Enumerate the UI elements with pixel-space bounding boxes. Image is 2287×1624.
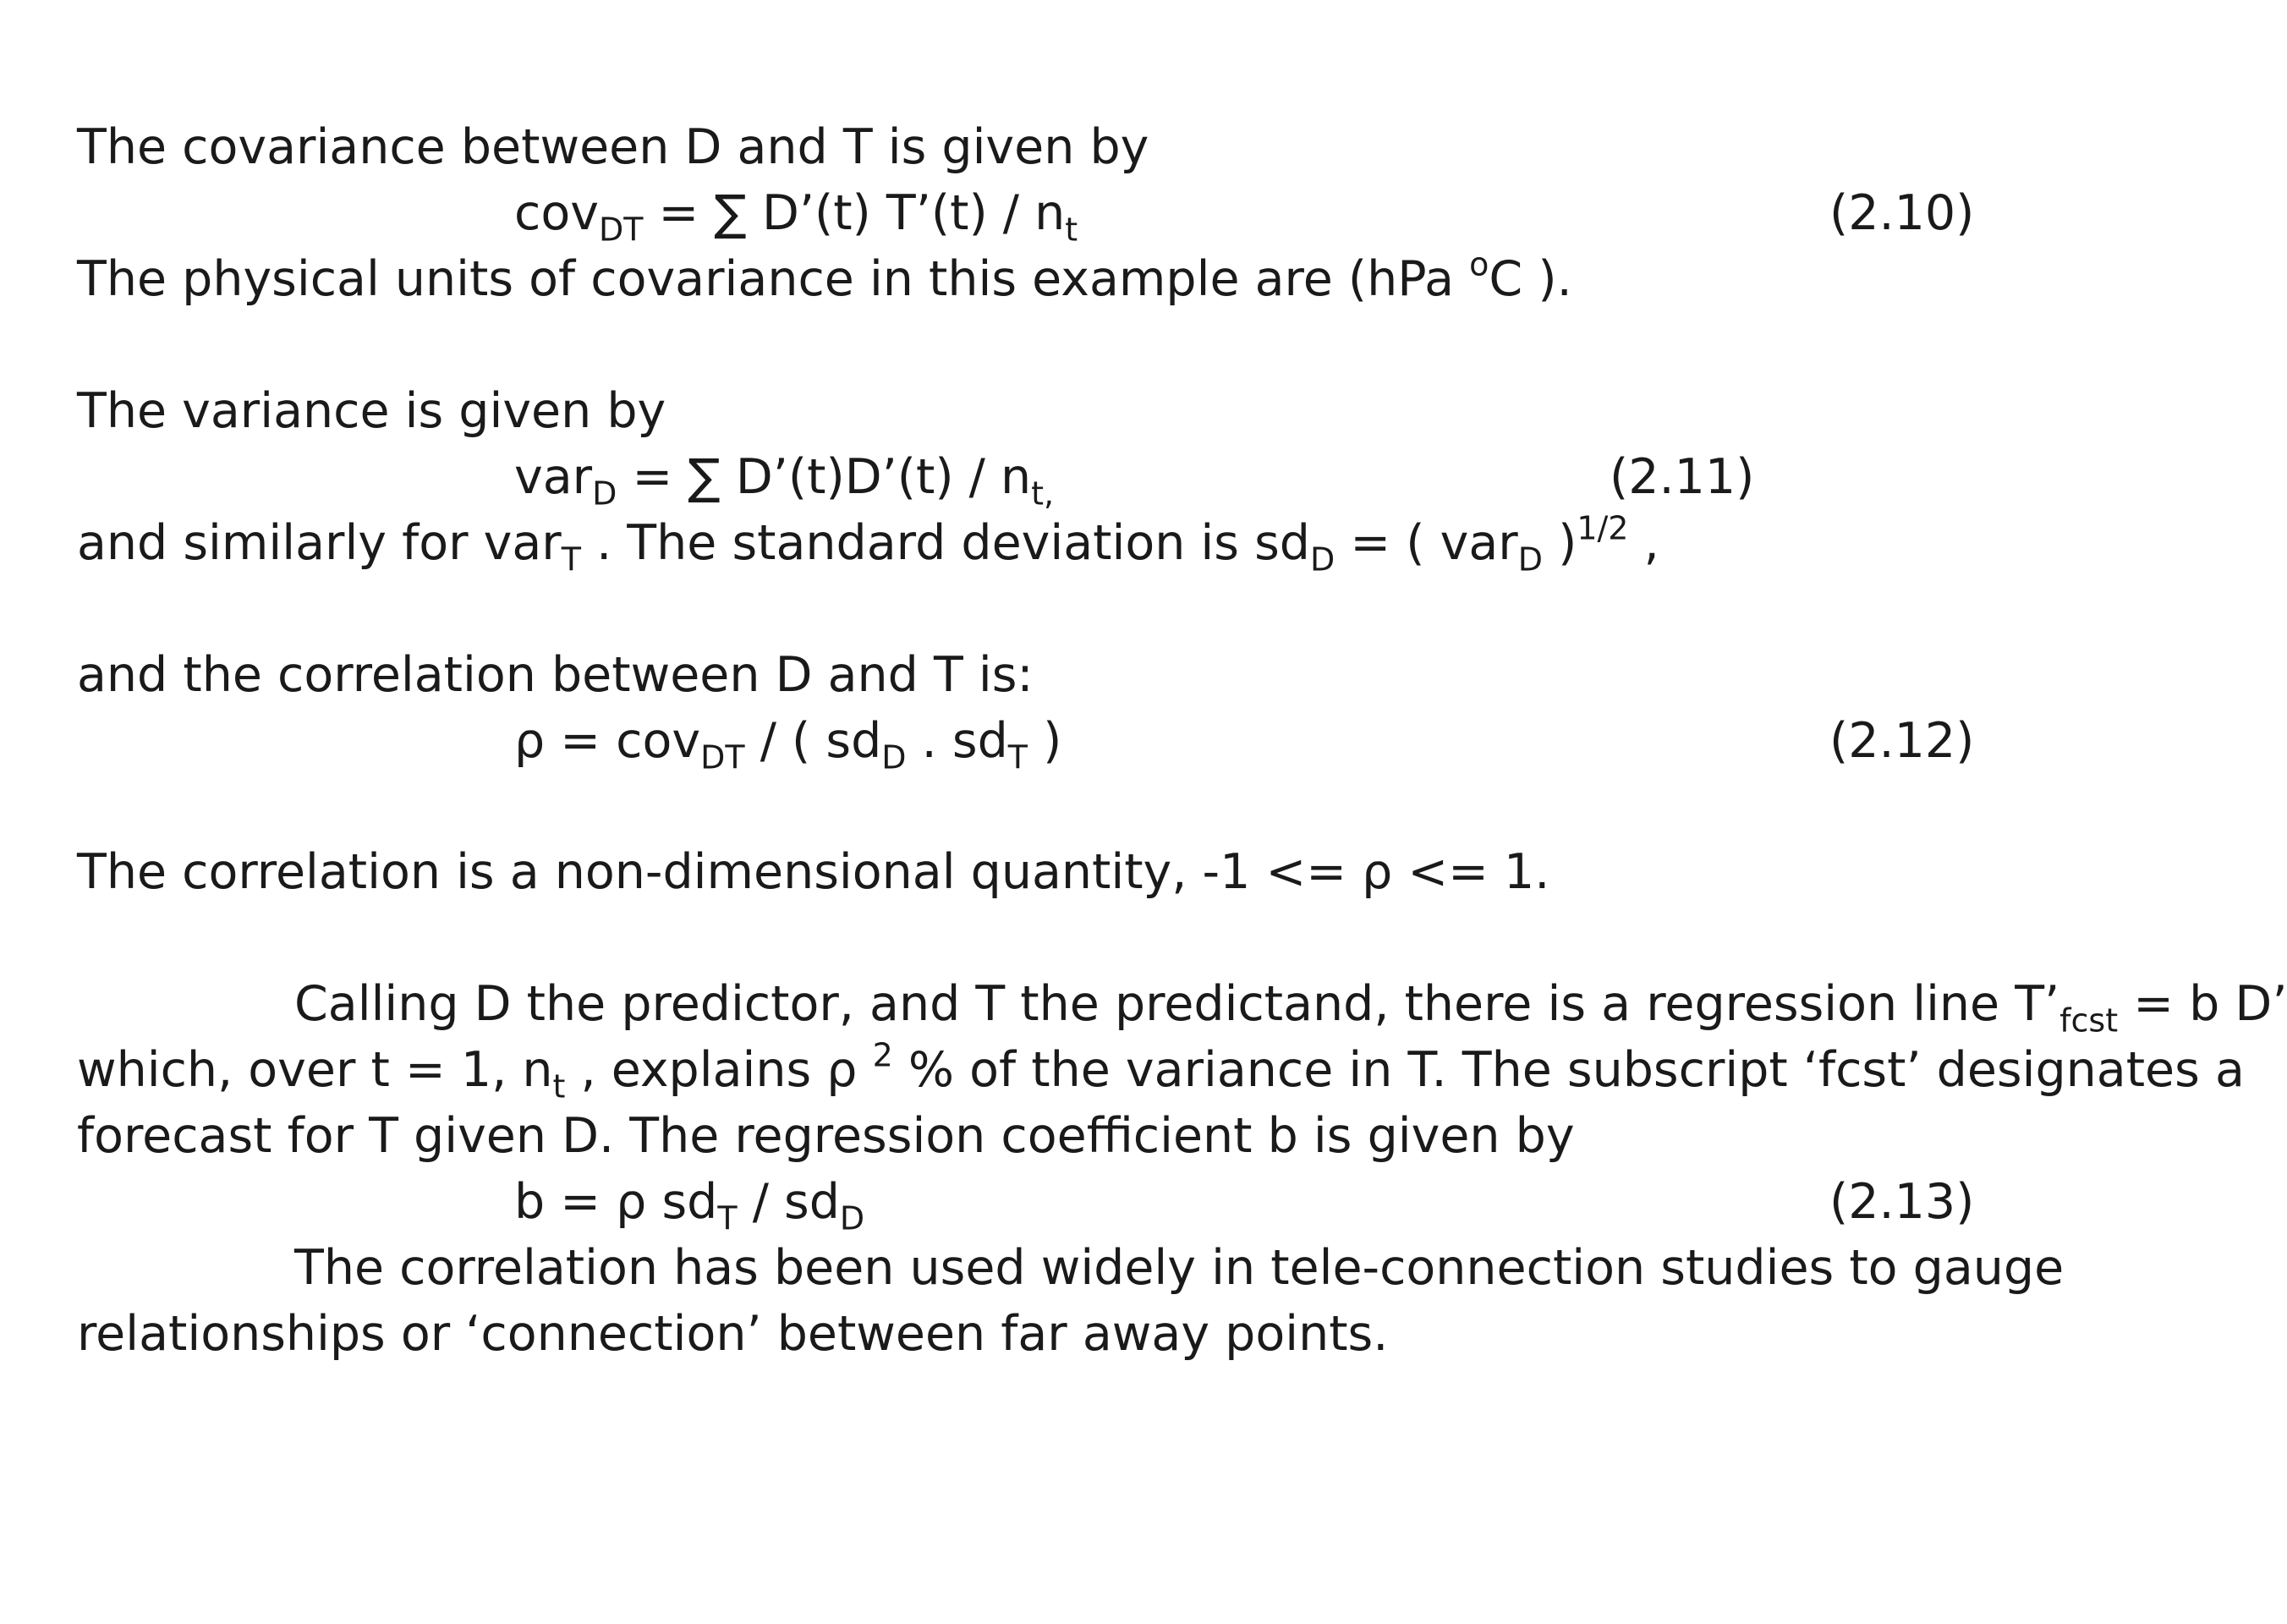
sd-sup: 1/2 bbox=[1577, 509, 1629, 547]
equation-number-2-12: (2.12) bbox=[1829, 713, 1975, 769]
variance-intro: The variance is given by bbox=[77, 383, 666, 439]
standard-deviation-line bbox=[77, 509, 1659, 579]
equation-2-12 bbox=[514, 713, 1062, 776]
reg-l1-sub: fcst bbox=[2059, 1001, 2119, 1040]
eq-2-10-prefix: cov bbox=[514, 185, 599, 241]
units-text: The physical units of covariance in this example are (hPa bbox=[77, 251, 1470, 307]
eq-2-12-sub-t: T bbox=[1007, 738, 1028, 776]
sd-text-a: and similarly for var bbox=[77, 515, 562, 571]
eq-2-12-d: ) bbox=[1028, 713, 1062, 769]
eq-2-13-b: / sd bbox=[737, 1174, 840, 1230]
eq-2-12-c: . sd bbox=[906, 713, 1008, 769]
eq-2-11-prefix: var bbox=[514, 449, 593, 505]
reg-l2-b: , explains ρ bbox=[565, 1042, 873, 1098]
eq-2-10-sub2: t bbox=[1065, 211, 1078, 249]
sd-sub-t: T bbox=[561, 540, 581, 579]
eq-2-12-a: ρ = cov bbox=[514, 713, 701, 769]
reg-l1-a: Calling D the predictor, and T the predictand, there is a regression line T’ bbox=[294, 976, 2060, 1032]
regression-line-1 bbox=[294, 976, 2287, 1040]
eq-2-13-a: b = ρ sd bbox=[514, 1174, 718, 1230]
sd-text-d: ) bbox=[1542, 515, 1577, 571]
equation-number-2-11: (2.11) bbox=[1610, 449, 1755, 505]
reg-l2-a: which, over t = 1, n bbox=[77, 1042, 553, 1098]
reg-l1-b: = b D’ bbox=[2118, 976, 2287, 1032]
covariance-units bbox=[77, 245, 1572, 307]
equation-number-2-13: (2.13) bbox=[1829, 1174, 1975, 1230]
sd-text-c: = ( var bbox=[1335, 515, 1518, 571]
reg-l2-c: % of the variance in T. The subscript ‘fcst’ designates a bbox=[892, 1042, 2245, 1098]
equation-2-13 bbox=[514, 1174, 865, 1237]
sd-text-b: . The standard deviation is sd bbox=[580, 515, 1310, 571]
eq-2-10-sub: DT bbox=[598, 211, 644, 249]
eq-2-11-sub2: t, bbox=[1031, 475, 1055, 513]
equation-2-11 bbox=[514, 449, 1055, 513]
eq-2-11-sub: D bbox=[592, 475, 617, 513]
eq-2-12-b: / ( sd bbox=[744, 713, 882, 769]
eq-2-11-body: = ∑ D’(t)D’(t) / n bbox=[617, 449, 1032, 505]
eq-2-10-body: = ∑ D’(t) T’(t) / n bbox=[643, 185, 1066, 241]
regression-line-2 bbox=[77, 1036, 2245, 1106]
eq-2-13-sub-d: D bbox=[839, 1199, 865, 1237]
correlation-range: The correlation is a non-dimensional quantity, -1 <= ρ <= 1. bbox=[77, 844, 1550, 900]
sd-sub-d2: D bbox=[1517, 540, 1543, 579]
covariance-intro: The covariance between D and T is given by bbox=[77, 119, 1149, 175]
reg-l2-sup: 2 bbox=[872, 1036, 893, 1074]
teleconnection-line-1: The correlation has been used widely in tele-connection studies to gauge bbox=[294, 1240, 2065, 1296]
units-end: C ). bbox=[1489, 251, 1572, 307]
equation-number-2-10: (2.10) bbox=[1829, 185, 1975, 241]
sd-sub-d: D bbox=[1309, 540, 1335, 579]
equation-2-10 bbox=[514, 185, 1078, 249]
reg-l2-sub: t bbox=[552, 1067, 566, 1106]
eq-2-13-sub-t: T bbox=[717, 1199, 738, 1237]
eq-2-12-sub-d: D bbox=[881, 738, 907, 776]
eq-2-12-sub-dt: DT bbox=[700, 738, 745, 776]
correlation-intro: and the correlation between D and T is: bbox=[77, 647, 1034, 703]
regression-line-3: forecast for T given D. The regression coefficient b is given by bbox=[77, 1108, 1575, 1164]
units-degree: o bbox=[1469, 245, 1489, 283]
sd-text-e: , bbox=[1628, 515, 1659, 571]
teleconnection-line-2: relationships or ‘connection’ between far away points. bbox=[77, 1306, 1389, 1362]
